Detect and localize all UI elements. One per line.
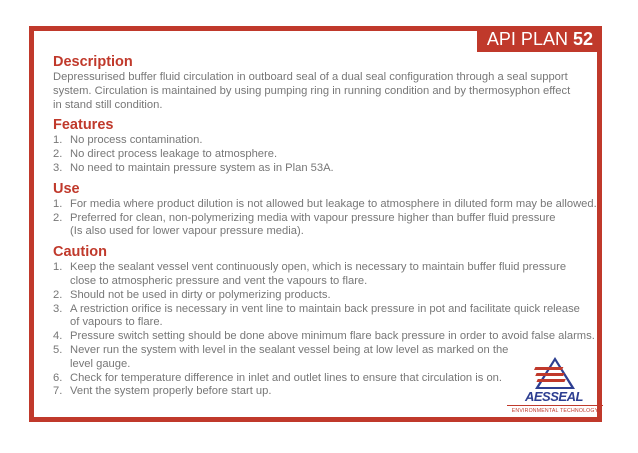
item-number: 2. <box>53 288 63 301</box>
features-list <box>53 134 601 175</box>
description-section <box>53 54 601 112</box>
list-item <box>53 261 601 289</box>
item-number: 7. <box>53 385 63 398</box>
description-line: system. Circulation is maintained by using pumping ring in running condition and by thermosyphon effect <box>53 84 571 97</box>
content <box>53 54 601 404</box>
badge-number: 52 <box>572 29 593 49</box>
use-list <box>53 198 601 239</box>
item-text: For media where product dilution is not allowed but leakage to atmosphere in diluted form may be allowed. <box>70 197 597 210</box>
list-item <box>53 303 601 331</box>
item-number: 1. <box>53 134 63 147</box>
item-number: 1. <box>53 197 63 210</box>
description-heading: Description <box>53 54 133 70</box>
list-item <box>53 198 601 212</box>
item-text: (Is also used for lower vapour pressure media). <box>70 225 304 238</box>
list-item <box>53 134 601 148</box>
api-plan-badge <box>477 26 602 52</box>
logo-tagline: ENVIRONMENTAL TECHNOLOGY <box>507 405 603 414</box>
item-text: close to atmospheric pressure and vent the vapours to flare. <box>70 274 368 287</box>
list-item <box>53 330 601 344</box>
item-text: A restriction orifice is necessary in vent line to maintain back pressure in pot and facilitate quick release <box>70 302 580 315</box>
list-item <box>53 289 601 303</box>
item-number: 2. <box>53 211 63 224</box>
item-text: No process contamination. <box>70 134 203 147</box>
item-text: Vent the system properly before start up. <box>70 385 272 398</box>
use-section <box>53 181 601 239</box>
description-line: in stand still condition. <box>53 98 163 111</box>
list-item <box>53 212 601 240</box>
item-text: Keep the sealant vessel vent continuously open, which is necessary to maintain buffer fluid pressure <box>70 261 567 274</box>
item-number: 5. <box>53 343 63 356</box>
item-text: Check for temperature difference in inlet and outlet lines to ensure that circulation is on. <box>70 371 502 384</box>
logo-pyramid-icon <box>507 355 603 391</box>
list-item <box>53 162 601 176</box>
caution-heading: Caution <box>53 244 107 261</box>
item-text: Pressure switch setting should be done above minimum flare back pressure in order to avoid false alarms. <box>70 330 595 343</box>
item-number: 4. <box>53 330 63 343</box>
item-text: Should not be used in dirty or polymerizing products. <box>70 288 331 301</box>
item-number: 3. <box>53 302 63 315</box>
item-text: Never run the system with level in the sealant vessel being at low level as marked on the <box>70 343 509 356</box>
features-heading: Features <box>53 117 114 134</box>
logo-wordmark: AESSEAL <box>525 389 583 404</box>
item-text: No need to maintain pressure system as in Plan 53A. <box>70 161 334 174</box>
badge-prefix: API PLAN <box>486 29 573 49</box>
use-heading: Use <box>53 180 80 197</box>
item-text: of vapours to flare. <box>70 316 163 329</box>
item-number: 2. <box>53 148 63 161</box>
item-text: Preferred for clean, non-polymerizing media with vapour pressure higher than buffer fluid pressure <box>70 211 556 224</box>
description-line: Depressurised buffer fluid circulation in outboard seal of a dual seal configuration through a seal support <box>53 71 568 83</box>
list-item <box>53 148 601 162</box>
features-section <box>53 117 601 175</box>
item-text: level gauge. <box>70 357 131 370</box>
aesseal-logo <box>507 355 603 419</box>
item-number: 3. <box>53 161 63 174</box>
item-number: 1. <box>53 261 63 274</box>
item-text: No direct process leakage to atmosphere. <box>70 148 278 161</box>
item-number: 6. <box>53 371 63 384</box>
